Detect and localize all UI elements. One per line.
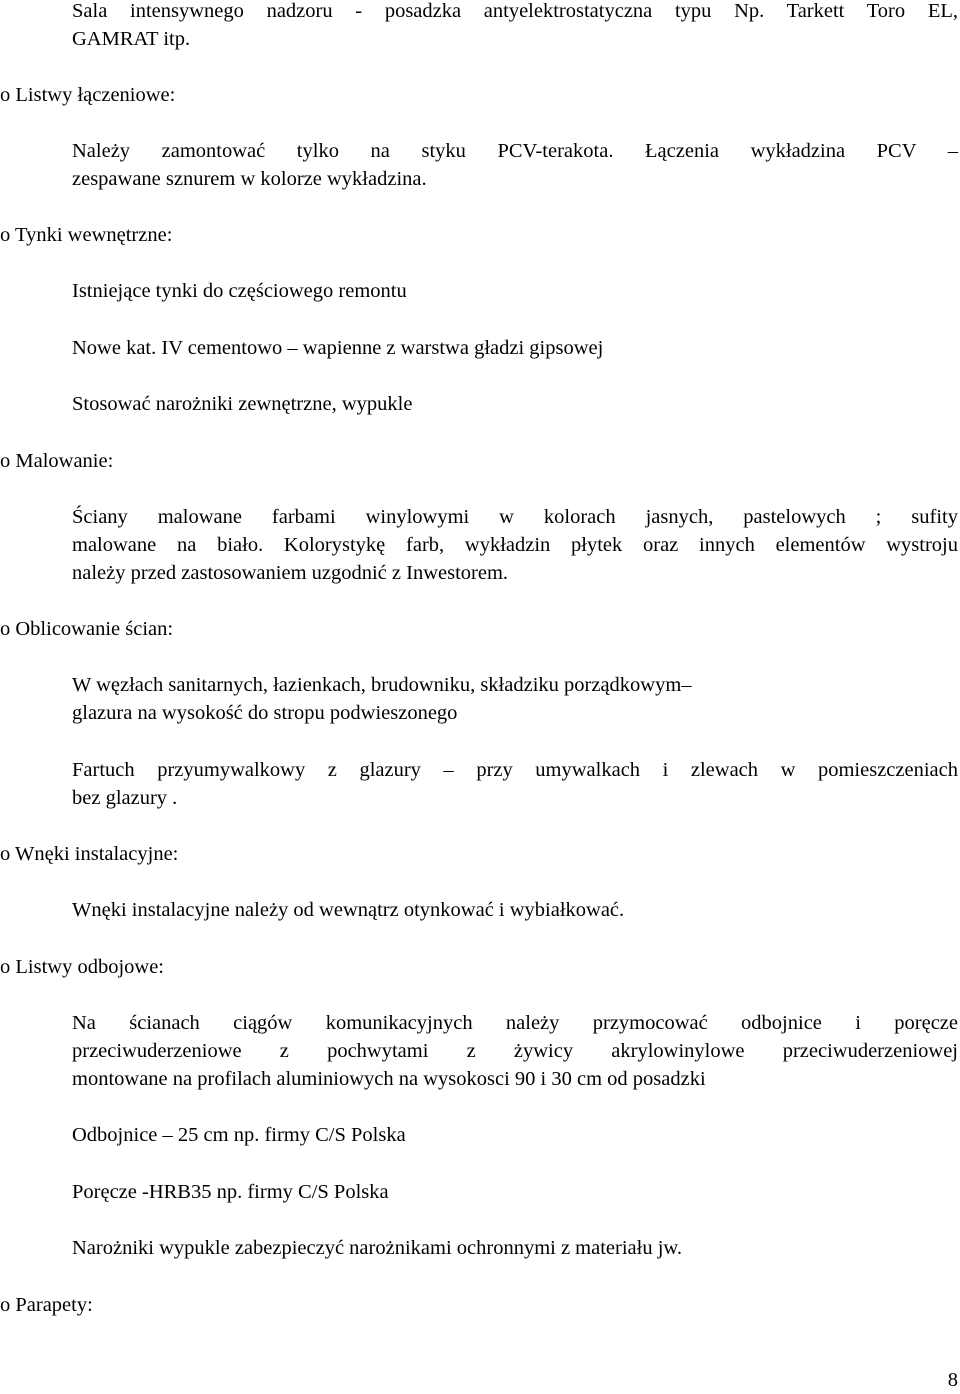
- paragraph-listwy-odbojowe-line-2: przeciwuderzeniowe z pochwytami z żywicy akrylowinylowe przeciwuderzeniowej: [72, 1040, 958, 1062]
- paragraph-listwy-odbojowe-line-3: montowane na profilach aluminiowych na wysokosci 90 i 30 cm od posadzki: [72, 1068, 706, 1090]
- heading-listwy-laczeniowe: o Listwy łączeniowe:: [0, 84, 176, 106]
- paragraph-oblicowanie-line-1: W węzłach sanitarnych, łazienkach, brudowniku, składziku porządkowym–: [72, 674, 692, 696]
- paragraph-listwy-laczeniowe-line-2: zespawane sznurem w kolorze wykładzina.: [72, 168, 427, 190]
- heading-listwy-odbojowe: o Listwy odbojowe:: [0, 956, 164, 978]
- heading-parapety: o Parapety:: [0, 1294, 93, 1316]
- paragraph-listwy-laczeniowe-line-1: Należy zamontować tylko na styku PCV-terakota. Łączenia wykładzina PCV –: [72, 140, 958, 162]
- paragraph-oblicowanie-line-4: bez glazury .: [72, 787, 178, 809]
- heading-malowanie: o Malowanie:: [0, 450, 114, 472]
- paragraph-malowanie-line-1: Ściany malowane farbami winylowymi w kolorach jasnych, pastelowych ; sufity: [72, 506, 958, 528]
- paragraph-listwy-odbojowe-line-6: Narożniki wypukle zabezpieczyć narożnikami ochronnymi z materiału jw.: [72, 1237, 683, 1259]
- paragraph-oblicowanie-line-2: glazura na wysokość do stropu podwieszonego: [72, 702, 458, 724]
- heading-tynki-wewnetrzne: o Tynki wewnętrzne:: [0, 224, 173, 246]
- paragraph-malowanie-line-2: malowane na biało. Kolorystykę farb, wykładzin płytek oraz innych elementów wystroju: [72, 534, 958, 556]
- paragraph-oblicowanie-line-3: Fartuch przyumywalkowy z glazury – przy umywalkach i zlewach w pomieszczeniach: [72, 759, 958, 781]
- paragraph-wneki-line-1: Wnęki instalacyjne należy od wewnątrz otynkować i wybiałkować.: [72, 899, 625, 921]
- page-number: 8: [947, 1369, 958, 1391]
- paragraph-sala-line-2: GAMRAT itp.: [72, 28, 191, 50]
- paragraph-tynki-line-3: Stosować narożniki zewnętrzne, wypukle: [72, 393, 413, 415]
- paragraph-listwy-odbojowe-line-4: Odbojnice – 25 cm np. firmy C/S Polska: [72, 1124, 406, 1146]
- paragraph-listwy-odbojowe-line-5: Poręcze -HRB35 np. firmy C/S Polska: [72, 1181, 389, 1203]
- heading-wneki-instalacyjne: o Wnęki instalacyjne:: [0, 843, 179, 865]
- paragraph-listwy-odbojowe-line-1: Na ścianach ciągów komunikacyjnych należy przymocować odbojnice i poręcze: [72, 1012, 958, 1034]
- paragraph-sala-line-1: Sala intensywnego nadzoru - posadzka antyelektrostatyczna typu Np. Tarkett Toro EL,: [72, 0, 958, 22]
- paragraph-tynki-line-1: Istniejące tynki do częściowego remontu: [72, 280, 407, 302]
- paragraph-tynki-line-2: Nowe kat. IV cementowo – wapienne z warstwa gładzi gipsowej: [72, 337, 604, 359]
- paragraph-malowanie-line-3: należy przed zastosowaniem uzgodnić z Inwestorem.: [72, 562, 509, 584]
- heading-oblicowanie-scian: o Oblicowanie ścian:: [0, 618, 174, 640]
